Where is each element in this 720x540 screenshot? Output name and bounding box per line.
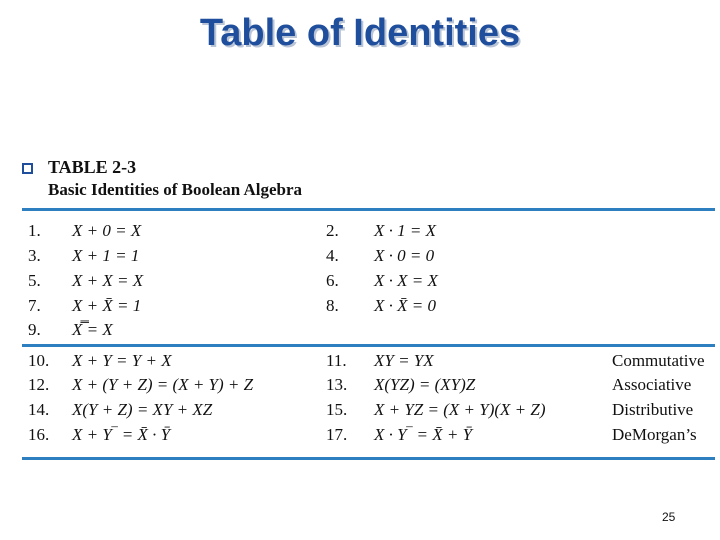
page-number: 25 <box>662 510 676 524</box>
identity-number: 7. <box>28 296 41 315</box>
identity-expression: X + Y‾ = X̄ · Ȳ <box>72 425 171 444</box>
page-title: Table of Identities <box>199 12 521 54</box>
identity-expression: X + X = X <box>72 271 144 290</box>
table-row <box>0 221 720 245</box>
table-caption: Basic Identities of Boolean Algebra <box>48 180 303 199</box>
identity-number: 4. <box>326 246 339 265</box>
identity-expression: X · X̄ = 0 <box>374 296 436 315</box>
identity-number: 10. <box>28 351 50 370</box>
identity-number: 6. <box>326 271 339 290</box>
identity-law-label: Distributive <box>612 400 694 419</box>
identity-number: 15. <box>326 400 348 419</box>
identity-number: 2. <box>326 221 339 240</box>
identity-number: 14. <box>28 400 50 419</box>
identity-number: 3. <box>28 246 41 265</box>
table-top-rule <box>22 208 715 211</box>
table-row <box>0 425 720 449</box>
identity-number: 9. <box>28 320 41 339</box>
table-bottom-rule <box>22 457 715 460</box>
table-label: TABLE 2-3 <box>48 157 137 177</box>
table-row <box>0 320 720 344</box>
identity-number: 1. <box>28 221 41 240</box>
identity-number: 17. <box>326 425 348 444</box>
table-row <box>0 296 720 320</box>
identity-expression: X + 1 = 1 <box>72 246 140 265</box>
identity-law-label: Commutative <box>612 351 705 370</box>
identity-law-label: Associative <box>612 375 692 394</box>
identity-number: 13. <box>326 375 348 394</box>
identity-expression: X · 0 = 0 <box>374 246 435 265</box>
table-row <box>0 400 720 424</box>
identity-expression: X + X̄ = 1 <box>72 296 142 315</box>
table-row <box>0 351 720 375</box>
bullet-square-icon <box>22 163 33 174</box>
identity-number: 5. <box>28 271 41 290</box>
identity-expression: X(YZ) = (XY)Z <box>374 375 476 394</box>
identity-number: 16. <box>28 425 50 444</box>
table-row <box>0 246 720 270</box>
identity-number: 11. <box>326 351 347 370</box>
table-row <box>0 271 720 295</box>
identity-number: 8. <box>326 296 339 315</box>
identity-number: 12. <box>28 375 50 394</box>
identity-expression: X(Y + Z) = XY + XZ <box>72 400 213 419</box>
identity-expression: X̿ = X <box>72 320 113 339</box>
identity-expression: X · 1 = X <box>374 221 436 240</box>
table-middle-rule <box>22 344 715 347</box>
identity-law-label: DeMorgan’s <box>612 425 697 444</box>
identity-expression: XY = YX <box>374 351 434 370</box>
identity-expression: X · Y‾ = X̄ + Ȳ <box>374 425 473 444</box>
identity-expression: X + (Y + Z) = (X + Y) + Z <box>72 375 254 394</box>
identity-expression: X + YZ = (X + Y)(X + Z) <box>374 400 546 419</box>
identity-expression: X + Y = Y + X <box>72 351 172 370</box>
identity-expression: X + 0 = X <box>72 221 142 240</box>
identity-expression: X · X = X <box>374 271 438 290</box>
table-row <box>0 375 720 399</box>
